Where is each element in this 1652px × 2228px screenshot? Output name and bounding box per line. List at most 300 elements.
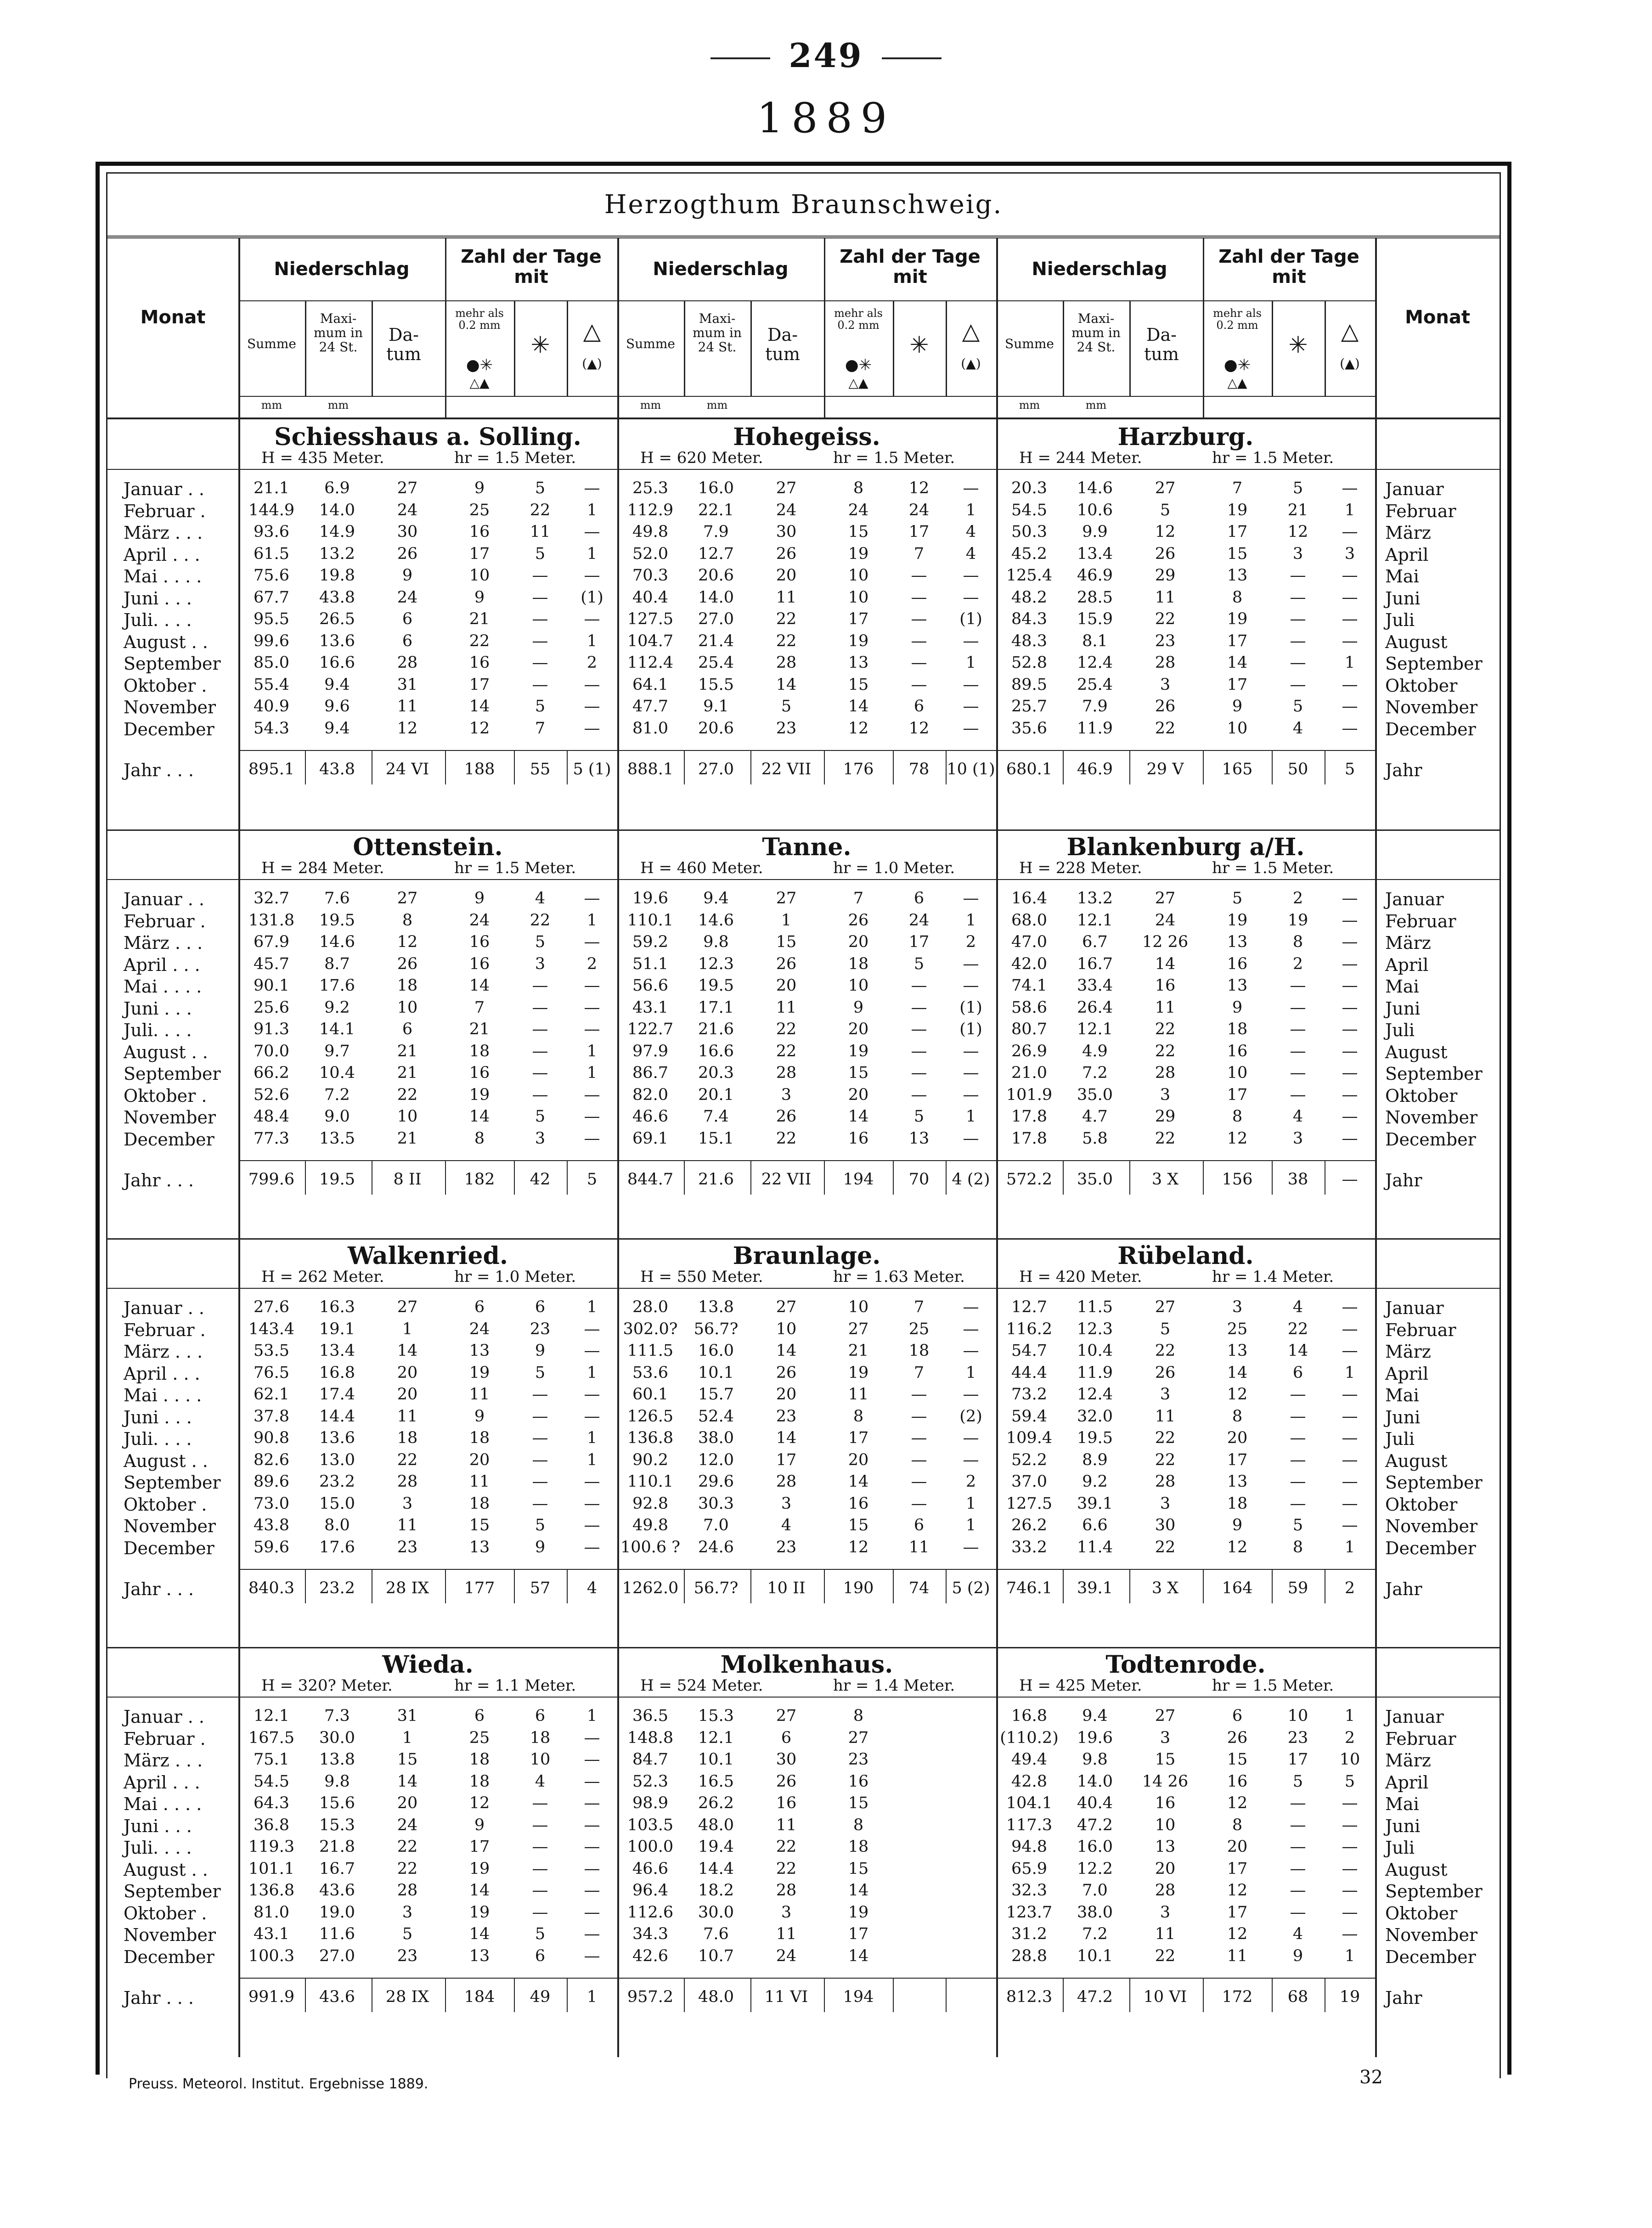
- data-cell: 21: [469, 1020, 490, 1038]
- subcolumn-divider: [445, 1569, 446, 1603]
- data-cell: 11: [397, 1407, 418, 1426]
- jahr-rule: [617, 1160, 996, 1161]
- data-cell: 1: [1344, 1946, 1355, 1965]
- data-cell: —: [532, 1881, 548, 1900]
- data-cell: 4: [781, 1516, 792, 1534]
- data-cell: —: [584, 1925, 600, 1943]
- month-label: Februar .: [124, 501, 206, 521]
- data-cell: 16: [848, 1772, 869, 1791]
- data-cell: —: [1342, 1407, 1358, 1426]
- data-cell: 12.4: [1077, 654, 1113, 672]
- data-cell: 3: [1160, 1085, 1171, 1104]
- data-cell: 12: [908, 479, 930, 497]
- data-cell: —: [963, 1298, 979, 1316]
- folio: 32: [1359, 2067, 1383, 2088]
- data-cell: 22: [397, 1450, 418, 1469]
- data-cell: 11: [776, 1816, 797, 1834]
- data-cell: 26: [397, 954, 418, 973]
- data-cell: 5: [402, 1925, 413, 1943]
- data-cell: 15: [848, 523, 869, 541]
- header-rule: [238, 300, 617, 301]
- station-hr: hr = 1.5 Meter.: [454, 859, 576, 877]
- data-cell: 5.8: [1082, 1129, 1108, 1148]
- data-cell: 12: [1227, 1538, 1248, 1557]
- data-cell: 49.8: [632, 523, 668, 541]
- data-cell: 1: [586, 1042, 598, 1060]
- page-year: 1889: [756, 94, 896, 142]
- data-cell: —: [584, 1407, 600, 1426]
- data-cell: 16: [848, 1129, 869, 1148]
- data-cell: —: [1342, 1881, 1358, 1900]
- data-cell: —: [532, 654, 548, 672]
- data-cell: 9: [474, 1407, 485, 1426]
- data-cell: —: [911, 1385, 927, 1404]
- data-cell: —: [1342, 1859, 1358, 1878]
- station-section: [107, 829, 1500, 1240]
- header-datum: Da-tum: [1144, 325, 1179, 364]
- data-cell: 60.1: [632, 1385, 668, 1404]
- subcolumn-divider: [1129, 1160, 1130, 1195]
- jahr-rule: [238, 1160, 617, 1161]
- data-cell: 43.6: [319, 1881, 355, 1900]
- station-section: [107, 419, 1500, 829]
- data-cell: 12: [1227, 1385, 1248, 1404]
- data-cell: 5: [535, 1363, 546, 1382]
- data-cell: 4 (2): [952, 1170, 990, 1189]
- data-cell: 11: [530, 523, 551, 541]
- data-cell: —: [584, 1085, 600, 1104]
- data-cell: 5: [1344, 1772, 1355, 1791]
- month-label-right: Jahr: [1385, 1988, 1422, 2008]
- data-cell: 26: [1155, 544, 1176, 563]
- jahr-rule: [996, 750, 1375, 751]
- month-label: Januar . .: [124, 1298, 204, 1318]
- data-cell: 2: [1344, 1579, 1355, 1597]
- data-cell: —: [584, 1516, 600, 1534]
- month-label-right: August: [1385, 1859, 1448, 1880]
- header-mehr-als: mehr als 0.2 mm: [834, 307, 883, 332]
- data-cell: 104.1: [1006, 1794, 1053, 1812]
- data-cell: 16: [469, 523, 490, 541]
- data-cell: 23: [397, 1946, 418, 1965]
- data-cell: 11: [469, 1385, 490, 1404]
- data-cell: —: [584, 1859, 600, 1878]
- data-cell: —: [963, 1342, 979, 1360]
- header-maximum: Maxi-mum in 24 St.: [1071, 311, 1121, 355]
- data-cell: 5: [1292, 479, 1303, 497]
- station-name: Blankenburg a/H.: [1066, 833, 1305, 861]
- data-cell: 25: [469, 1728, 490, 1747]
- data-cell: 31: [397, 675, 418, 694]
- data-cell: 13.0: [319, 1450, 355, 1469]
- data-cell: 12: [1155, 523, 1176, 541]
- data-cell: 14: [848, 1946, 869, 1965]
- data-cell: 19.6: [632, 889, 668, 908]
- data-cell: 16.7: [319, 1859, 355, 1878]
- data-cell: —: [911, 1429, 927, 1447]
- data-cell: —: [584, 1903, 600, 1922]
- data-cell: 22: [776, 1042, 797, 1060]
- data-cell: 9: [474, 889, 485, 908]
- data-cell: 22: [1155, 1429, 1176, 1447]
- data-cell: 27.0: [698, 760, 734, 778]
- subcolumn-divider: [1203, 1160, 1204, 1195]
- data-cell: —: [584, 479, 600, 497]
- data-cell: —: [584, 523, 600, 541]
- data-cell: —: [911, 1085, 927, 1104]
- data-cell: 45.7: [254, 954, 289, 973]
- data-cell: 22: [1155, 1538, 1176, 1557]
- month-rule: [107, 469, 238, 470]
- data-cell: —: [584, 1494, 600, 1513]
- data-cell: 14: [397, 1772, 418, 1791]
- data-cell: 21.6: [698, 1020, 734, 1038]
- data-cell: 19: [848, 632, 869, 650]
- data-cell: 16.8: [319, 1363, 355, 1382]
- data-cell: 21.1: [254, 479, 289, 497]
- data-cell: 24.6: [698, 1538, 734, 1557]
- data-cell: 90.8: [254, 1429, 289, 1447]
- station-name: Hohegeiss.: [733, 423, 880, 451]
- data-cell: 6: [402, 632, 413, 650]
- data-cell: 12.7: [1011, 1298, 1047, 1316]
- month-label-right: April: [1385, 954, 1429, 975]
- hail-icon: △: [962, 318, 980, 344]
- data-cell: (2): [959, 1407, 982, 1426]
- month-label: Juli. . . .: [124, 610, 192, 630]
- data-cell: 26: [776, 954, 797, 973]
- data-cell: 28: [776, 654, 797, 672]
- data-cell: 12.7: [698, 544, 734, 563]
- month-label-right: Februar: [1385, 1728, 1456, 1749]
- data-cell: 4.9: [1082, 1042, 1108, 1060]
- data-cell: 22 VII: [761, 760, 812, 778]
- data-cell: —: [584, 1728, 600, 1747]
- section-rule: [107, 1647, 1500, 1648]
- data-cell: —: [584, 1538, 600, 1557]
- data-cell: 957.2: [627, 1988, 674, 2006]
- data-cell: 19.5: [698, 976, 734, 995]
- data-cell: —: [584, 1772, 600, 1791]
- data-cell: 812.3: [1006, 1988, 1053, 2006]
- data-cell: 15.7: [698, 1385, 734, 1404]
- data-cell: —: [1342, 1429, 1358, 1447]
- data-cell: 13: [1227, 1342, 1248, 1360]
- data-cell: 2: [965, 933, 976, 951]
- data-cell: 10 II: [767, 1579, 806, 1597]
- data-cell: 21.8: [319, 1838, 355, 1856]
- header-niederschlag: Niederschlag: [653, 259, 789, 280]
- month-label: Mai . . . .: [124, 1794, 202, 1814]
- data-cell: 3: [1292, 1129, 1303, 1148]
- data-cell: 21: [397, 1042, 418, 1060]
- data-cell: 10: [848, 566, 869, 585]
- data-cell: —: [1342, 889, 1358, 908]
- data-cell: 18: [908, 1342, 930, 1360]
- data-cell: 97.9: [632, 1042, 668, 1060]
- data-cell: 33.2: [1011, 1538, 1047, 1557]
- data-cell: 26.5: [319, 610, 355, 628]
- data-cell: 22: [1155, 1946, 1176, 1965]
- month-rule: [1375, 879, 1500, 880]
- month-label-right: Oktober: [1385, 675, 1458, 696]
- data-cell: —: [532, 1794, 548, 1812]
- data-cell: 143.4: [248, 1320, 295, 1338]
- data-cell: 29: [1155, 566, 1176, 585]
- data-cell: —: [532, 632, 548, 650]
- data-cell: 47.2: [1077, 1816, 1113, 1834]
- jahr-rule: [996, 1160, 1375, 1161]
- data-cell: 22: [776, 1129, 797, 1148]
- data-cell: 16.7: [1077, 954, 1113, 973]
- data-cell: 78: [908, 760, 930, 778]
- snow-icon: ✳: [909, 332, 929, 358]
- data-cell: —: [911, 1042, 927, 1060]
- header-monat: Monat: [1405, 307, 1470, 328]
- month-label: Juni . . .: [124, 1816, 192, 1836]
- data-cell: 17.6: [319, 1538, 355, 1557]
- month-label: November: [124, 697, 216, 717]
- data-cell: 18: [469, 1429, 490, 1447]
- data-cell: 18: [848, 1838, 869, 1856]
- jahr-rule: [238, 750, 617, 751]
- data-cell: 30.0: [319, 1728, 355, 1747]
- data-cell: 23: [1287, 1728, 1308, 1747]
- data-cell: 26: [776, 1107, 797, 1126]
- data-cell: 17: [1227, 523, 1248, 541]
- data-cell: 20: [1227, 1838, 1248, 1856]
- data-cell: 112.6: [627, 1903, 674, 1922]
- data-cell: 26.2: [1011, 1516, 1047, 1534]
- data-cell: 19: [469, 1859, 490, 1878]
- data-cell: 46.6: [632, 1107, 668, 1126]
- data-cell: 8: [1232, 1816, 1243, 1834]
- data-cell: —: [1342, 998, 1358, 1017]
- station-height: H = 550 Meter.: [640, 1268, 763, 1286]
- data-cell: 74.1: [1011, 976, 1047, 995]
- data-cell: 1: [965, 911, 976, 930]
- data-cell: 24: [397, 588, 418, 607]
- data-cell: 10: [776, 1320, 797, 1338]
- data-cell: 7.0: [1082, 1881, 1108, 1900]
- data-cell: 16.0: [698, 1342, 734, 1360]
- month-label: Januar . .: [124, 1707, 204, 1727]
- month-label-right: Juni: [1385, 1407, 1421, 1427]
- data-cell: —: [532, 588, 548, 607]
- data-cell: 10.4: [319, 1064, 355, 1082]
- data-cell: 7.4: [703, 1107, 729, 1126]
- station-section: [107, 1647, 1500, 2057]
- data-cell: 12: [908, 719, 930, 738]
- data-cell: 28.8: [1011, 1946, 1047, 1965]
- data-cell: 5: [1292, 1772, 1303, 1791]
- data-cell: 1: [1344, 501, 1355, 519]
- data-cell: 53.5: [254, 1342, 289, 1360]
- data-cell: 48.2: [1011, 588, 1047, 607]
- data-cell: 7.2: [1082, 1925, 1108, 1943]
- data-cell: —: [532, 1838, 548, 1856]
- data-cell: 13: [469, 1342, 490, 1360]
- data-cell: 81.0: [254, 1903, 289, 1922]
- data-cell: 28.0: [632, 1298, 668, 1316]
- data-cell: —: [584, 976, 600, 995]
- data-cell: 21: [469, 610, 490, 628]
- month-label-right: Juli: [1385, 1838, 1415, 1858]
- month-label: Oktober .: [124, 1085, 207, 1106]
- data-cell: 104.7: [627, 632, 674, 650]
- data-cell: 84.7: [632, 1750, 668, 1769]
- data-cell: 4: [1292, 719, 1303, 738]
- data-cell: 895.1: [248, 760, 295, 778]
- data-cell: 17: [848, 610, 869, 628]
- station-name: Tanne.: [762, 833, 851, 861]
- data-cell: —: [532, 1020, 548, 1038]
- data-cell: 10: [1287, 1707, 1308, 1725]
- data-cell: 1262.0: [622, 1579, 679, 1597]
- data-cell: 116.2: [1006, 1320, 1053, 1338]
- data-cell: —: [584, 889, 600, 908]
- month-label: Oktober .: [124, 1903, 207, 1923]
- data-cell: 8: [402, 911, 413, 930]
- data-cell: 4: [535, 1772, 546, 1791]
- month-label-right: März: [1385, 1342, 1431, 1362]
- month-label: Juni . . .: [124, 998, 192, 1019]
- data-cell: —: [1342, 1342, 1358, 1360]
- data-cell: 10: [469, 566, 490, 585]
- month-label: November: [124, 1107, 216, 1128]
- data-cell: 112.4: [627, 654, 674, 672]
- data-cell: 9: [402, 566, 413, 585]
- month-label: Jahr . . .: [124, 1988, 194, 2008]
- data-cell: 1: [586, 1298, 598, 1316]
- data-cell: 12.3: [698, 954, 734, 973]
- data-cell: —: [911, 1494, 927, 1513]
- data-cell: 39.1: [1077, 1494, 1113, 1513]
- subcolumn-divider: [750, 1160, 751, 1195]
- data-cell: —: [1290, 566, 1306, 585]
- data-cell: 9.9: [1082, 523, 1108, 541]
- data-cell: 16: [776, 1794, 797, 1812]
- table-inner: [106, 172, 1501, 2078]
- data-cell: 77.3: [254, 1129, 289, 1148]
- subcolumn-divider: [750, 750, 751, 784]
- data-cell: —: [584, 610, 600, 628]
- data-cell: 9: [535, 1342, 546, 1360]
- data-cell: 8.9: [1082, 1450, 1108, 1469]
- data-cell: —: [584, 675, 600, 694]
- header-datum: Da-tum: [765, 325, 800, 364]
- data-cell: 14: [469, 1107, 490, 1126]
- data-cell: 20: [397, 1385, 418, 1404]
- month-label: März . . .: [124, 1342, 203, 1362]
- data-cell: 27.0: [698, 610, 734, 628]
- subcolumn-divider: [1129, 1569, 1130, 1603]
- unit-mm: mm: [261, 399, 282, 412]
- data-cell: —: [1342, 1042, 1358, 1060]
- data-cell: 67.9: [254, 933, 289, 951]
- data-cell: 14: [848, 1881, 869, 1900]
- data-cell: 10 (1): [947, 760, 995, 778]
- data-cell: —: [911, 998, 927, 1017]
- data-cell: 27: [1155, 1298, 1176, 1316]
- data-cell: 52.6: [254, 1085, 289, 1104]
- month-rule: [107, 1697, 238, 1698]
- data-cell: —: [1290, 1407, 1306, 1426]
- data-cell: 23.2: [319, 1579, 355, 1597]
- data-cell: 3: [1292, 544, 1303, 563]
- data-cell: 12: [1287, 523, 1308, 541]
- data-cell: 22.1: [698, 501, 734, 519]
- data-cell: 26: [776, 544, 797, 563]
- data-cell: 13: [1227, 1472, 1248, 1491]
- data-cell: 21.0: [1011, 1064, 1047, 1082]
- data-cell: 7.9: [1082, 697, 1108, 716]
- data-cell: 16.6: [319, 654, 355, 672]
- data-cell: 101.1: [248, 1859, 295, 1878]
- subcolumn-divider: [893, 1978, 894, 2012]
- data-cell: 9.4: [324, 719, 350, 738]
- station-height: H = 460 Meter.: [640, 859, 763, 877]
- data-cell: 38: [1287, 1170, 1308, 1189]
- data-cell: 74: [908, 1579, 930, 1597]
- data-cell: 4: [1292, 1107, 1303, 1126]
- data-cell: 17.8: [1011, 1107, 1047, 1126]
- data-cell: 26: [397, 544, 418, 563]
- data-cell: 38.0: [1077, 1903, 1113, 1922]
- month-label-right: Oktober: [1385, 1085, 1458, 1106]
- data-cell: 14 26: [1142, 1772, 1189, 1791]
- data-cell: 112.9: [627, 501, 674, 519]
- data-cell: —: [1290, 1881, 1306, 1900]
- data-cell: 15: [1155, 1750, 1176, 1769]
- data-cell: 2: [586, 954, 598, 973]
- data-cell: 6: [474, 1707, 485, 1725]
- subcolumn-divider: [445, 1160, 446, 1195]
- data-cell: 94.8: [1011, 1838, 1047, 1856]
- data-cell: 16.0: [1077, 1838, 1113, 1856]
- data-cell: —: [532, 1816, 548, 1834]
- data-cell: 50.3: [1011, 523, 1047, 541]
- subcolumn-divider: [750, 1978, 751, 2012]
- data-cell: 13: [908, 1129, 930, 1148]
- data-cell: 15.9: [1077, 610, 1113, 628]
- data-cell: 9: [1232, 1516, 1243, 1534]
- data-cell: 5: [1344, 760, 1355, 778]
- data-cell: 5 (1): [573, 760, 611, 778]
- data-cell: 11 VI: [764, 1988, 808, 2006]
- data-cell: 14: [1155, 954, 1176, 973]
- data-cell: 19: [1287, 911, 1308, 930]
- data-cell: 11: [469, 1472, 490, 1491]
- data-cell: 27: [1155, 1707, 1176, 1725]
- station-rule: [238, 1288, 617, 1289]
- data-cell: 1: [586, 1064, 598, 1082]
- data-cell: 20: [776, 566, 797, 585]
- month-label-right: Januar: [1385, 1298, 1444, 1318]
- month-label: April . . .: [124, 1363, 200, 1384]
- data-cell: —: [532, 1450, 548, 1469]
- data-cell: 53.6: [632, 1363, 668, 1382]
- month-label: Mai . . . .: [124, 1385, 202, 1405]
- data-cell: 11.9: [1077, 1363, 1113, 1382]
- data-cell: 28: [397, 1472, 418, 1491]
- data-cell: 23: [397, 1538, 418, 1557]
- month-label: März . . .: [124, 1750, 203, 1771]
- data-cell: 10.7: [698, 1946, 734, 1965]
- data-cell: 13.2: [1077, 889, 1113, 908]
- data-cell: 3: [1344, 544, 1355, 563]
- data-cell: —: [1290, 1429, 1306, 1447]
